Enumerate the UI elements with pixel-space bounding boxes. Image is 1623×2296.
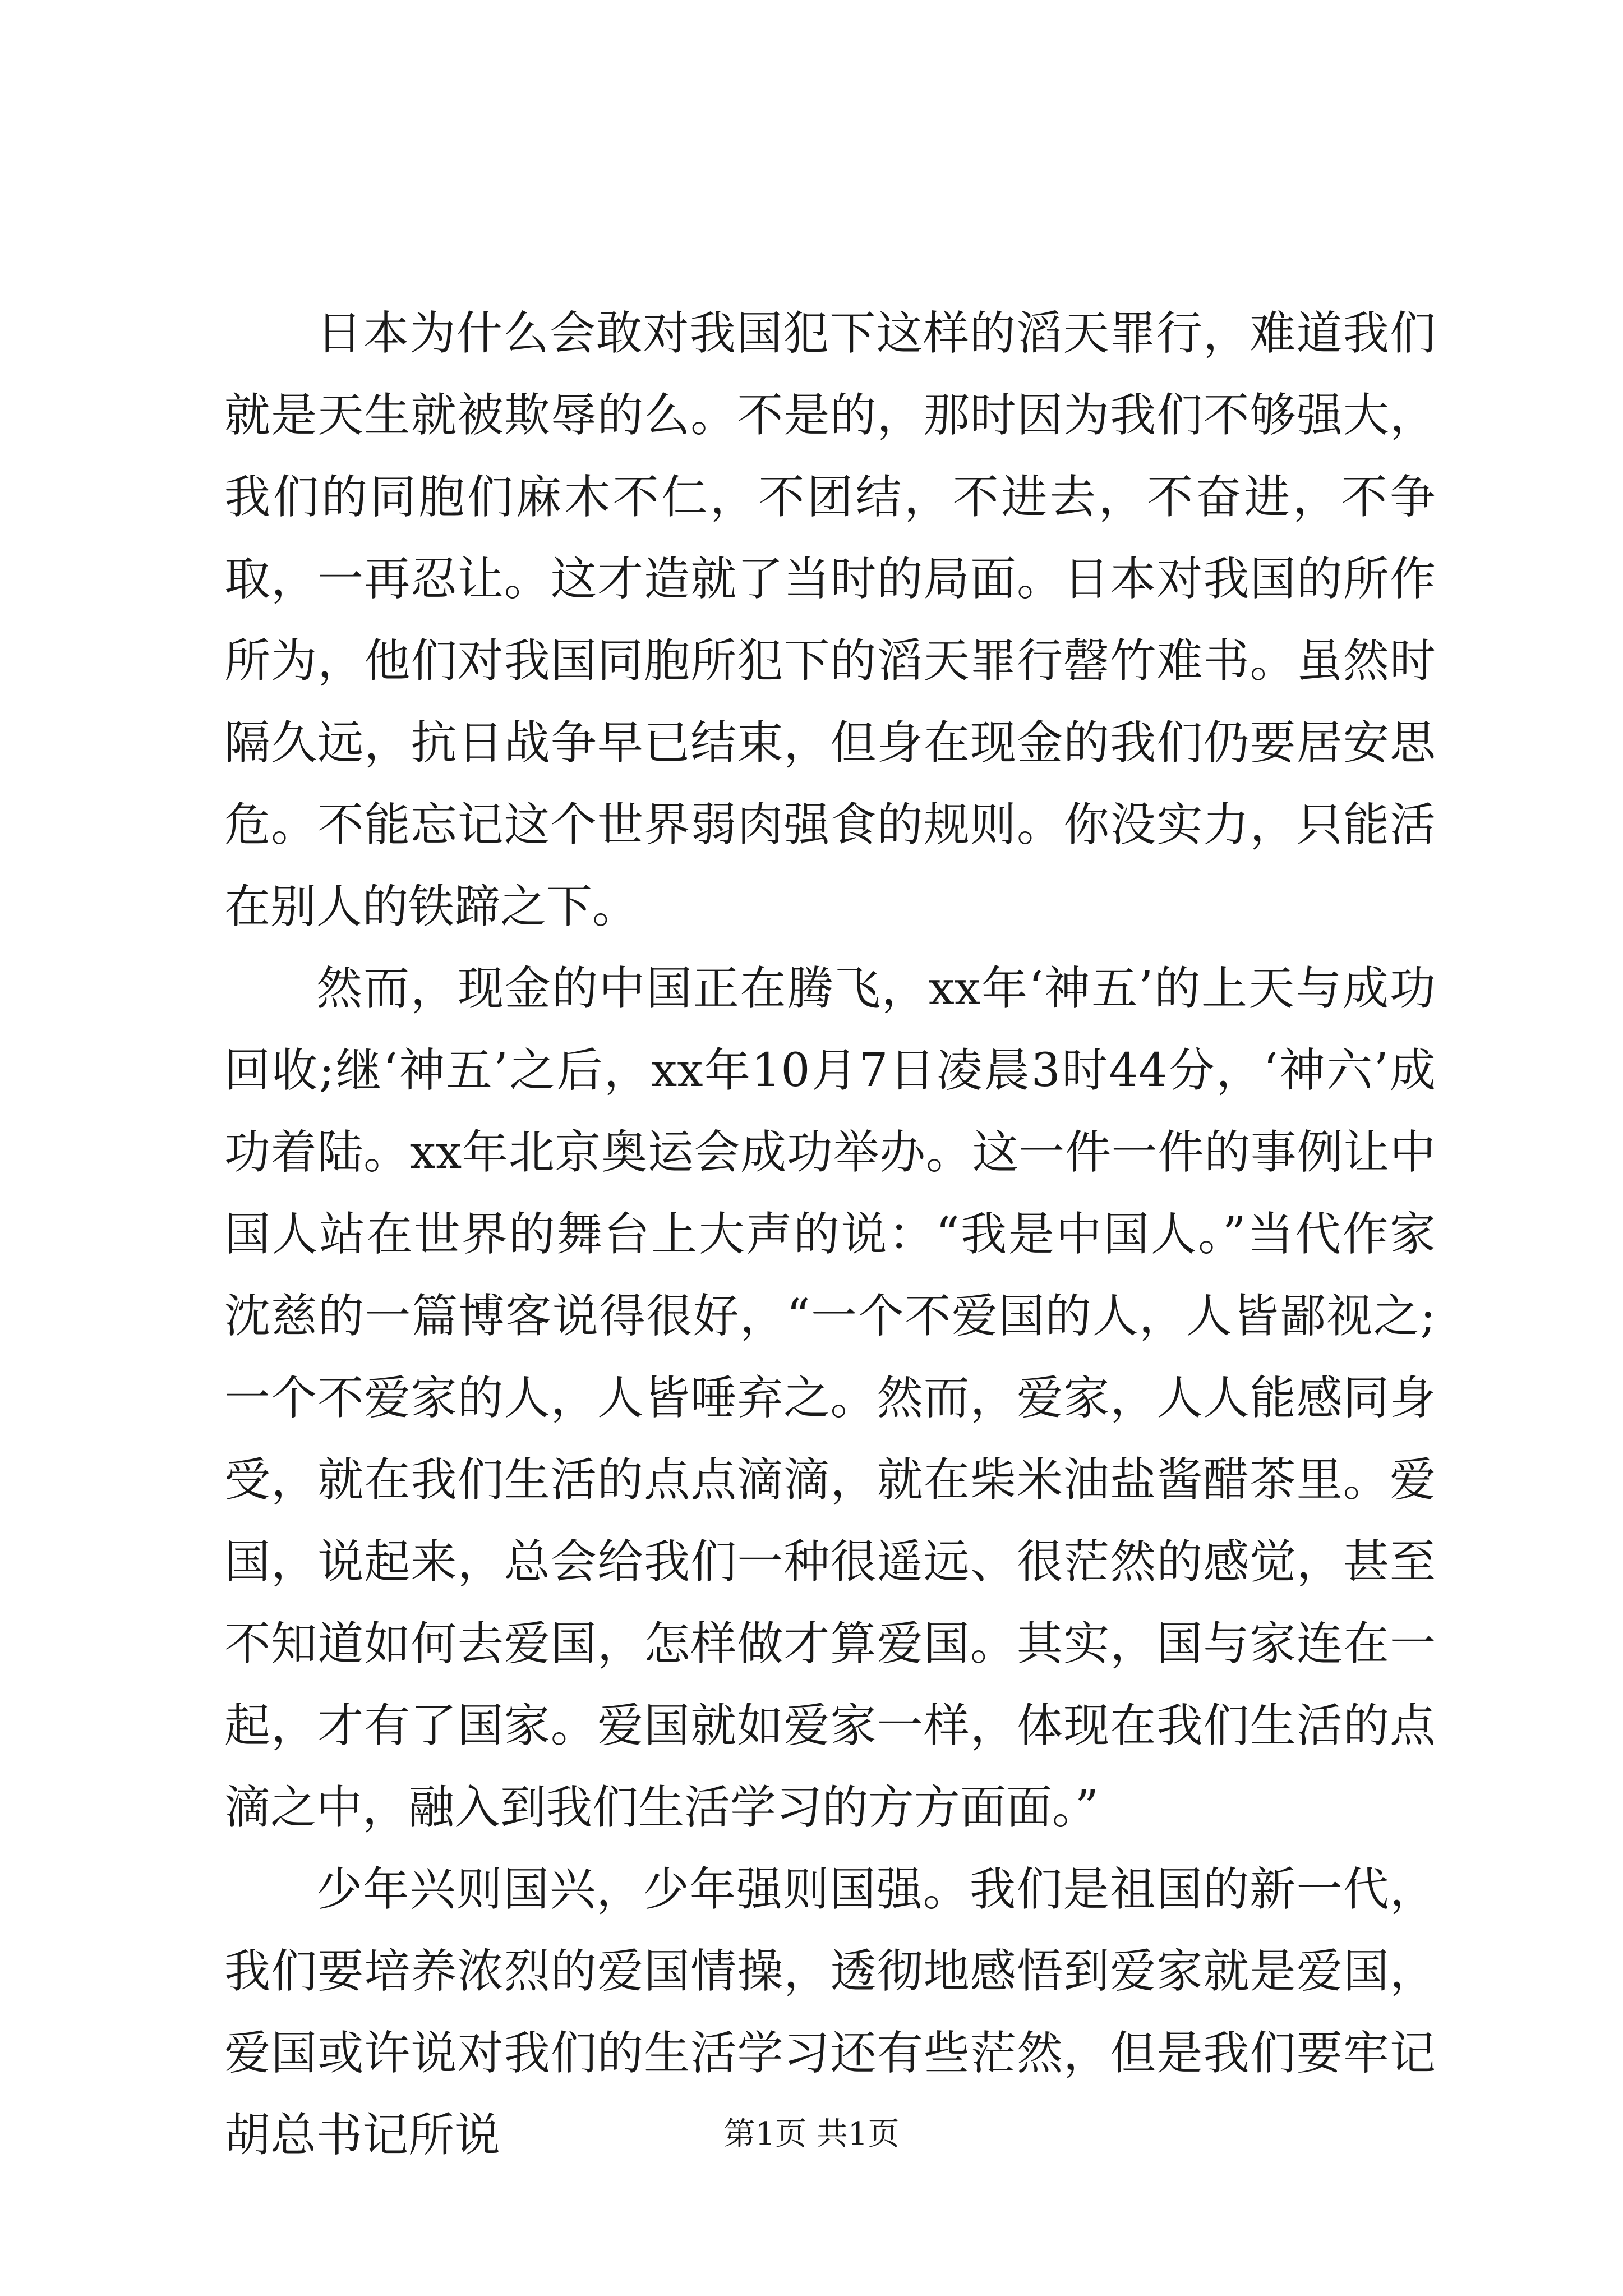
paragraph-1: 日本为什么会敢对我国犯下这样的滔天罪行，难道我们就是天生就被欺辱的么。不是的，那时因为我们不够强大，我们的同胞们麻木不仁，不团结，不进去，不奋进，不争取，一再忍让。这才造就了当时的局面。日本对我国的所作所为，他们对我国同胞所犯下的滔天罪行罄竹难书。虽然时隔久远，抗日战争早已结束，但身在现金的我们仍要居安思危。不能忘记这个世界弱肉强食的规则。你没实力，只能活在别人的铁蹄之下。: [224, 307, 1436, 933]
paragraph-2: 然而，现金的中国正在腾飞，xx年‘神五’的上天与成功回收;继‘神五’之后，xx年10月7日凌晨3时44分，‘神六’成功着陆。xx年北京奥运会成功举办。这一件一件的事例让中国人站在世界的舞台上大声的说：“我是中国人。”当代作家沈慈的一篇博客说得很好，“一个不爱国的人，人皆鄙视之;一个不爱家的人，人皆唾弃之。然而，爱家，人人能感同身受，就在我们生活的点点滴滴，就在柴米油盐酱醋茶里。爱国，说起来，总会给我们一种很遥远、很茫然的感觉，甚至不知道如何去爱国，怎样做才算爱国。其实，国与家连在一起，才有了国家。爱国就如爱家一样，体现在我们生活的点滴之中，融入到我们生活学习的方方面面。”: [224, 962, 1436, 1834]
paragraph-3: 少年兴则国兴，少年强则国强。我们是祖国的新一代，我们要培养浓烈的爱国情操，透彻地感悟到爱家就是爱国，爱国或许说对我们的生活学习还有些茫然，但是我们要牢记胡总书记所说: [224, 1863, 1436, 2162]
page-footer: 第1页 共1页: [723, 2116, 900, 2152]
document-body: [224, 293, 1436, 2177]
